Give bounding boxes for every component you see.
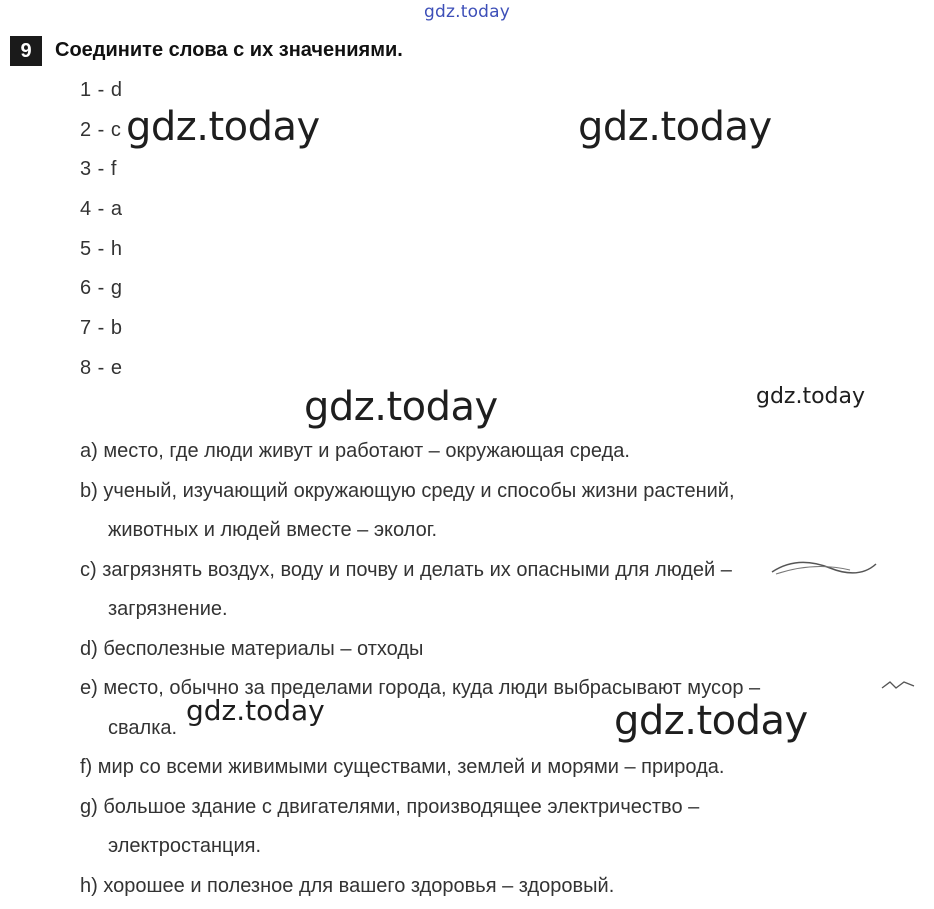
definition-text: b) ученый, изучающий окружающую среду и способы жизни растений,: [80, 479, 735, 502]
exercise-number-badge: 9: [10, 36, 42, 66]
watermark: gdz.today: [578, 104, 772, 150]
answer-item: 4 - a: [80, 198, 123, 221]
definition-text: a) место, где люди живут и работают – окружающая среда.: [80, 440, 630, 462]
answer-item: 2 - c: [80, 118, 122, 141]
definition-text: c) загрязнять воздух, воду и почву и делать их опасными для людей –: [80, 558, 732, 581]
definition-continuation: животных и людей вместе – эколог.: [108, 519, 438, 541]
definition-text: h) хорошее и полезное для вашего здоровья – здоровый.: [80, 874, 615, 897]
definition-continuation: свалка.: [108, 716, 178, 739]
definition-item: [80, 630, 920, 670]
exercise-title: Соедините слова с их значениями.: [55, 39, 403, 61]
definition-text: e) место, обычно за пределами города, куда люди выбрасывают мусор –: [80, 677, 761, 699]
answer-list: [80, 78, 123, 396]
watermark: gdz.today: [126, 104, 320, 150]
scribble-mark: [880, 676, 920, 694]
definition-text: f) мир со всеми живимыми существами, землей и морями – природа.: [80, 756, 725, 778]
definition-text: g) большое здание с двигателями, производящее электричество –: [80, 795, 700, 818]
definition-list: [80, 432, 920, 906]
watermark: gdz.today: [304, 384, 498, 430]
answer-item: 6 - g: [80, 277, 123, 300]
watermark-top: gdz.today: [424, 2, 511, 22]
answer-item: 8 - e: [80, 356, 123, 379]
scribble-mark: [770, 556, 878, 578]
watermark: gdz.today: [186, 694, 325, 727]
definition-continuation: электростанция.: [108, 835, 262, 857]
definition-item: [80, 788, 920, 867]
watermark: gdz.today: [614, 698, 808, 744]
definition-continuation: загрязнение.: [108, 598, 228, 620]
definition-item: [80, 472, 920, 551]
answer-item: 1 - d: [80, 79, 123, 101]
watermark: gdz.today: [756, 384, 866, 409]
answer-item: 5 - h: [80, 237, 123, 260]
answer-item: 7 - b: [80, 317, 123, 340]
definition-item: [80, 867, 920, 907]
definition-item: [80, 748, 920, 788]
answer-item: 3 - f: [80, 158, 117, 181]
definition-item: [80, 432, 920, 472]
definition-text: d) бесполезные материалы – отходы: [80, 637, 424, 660]
